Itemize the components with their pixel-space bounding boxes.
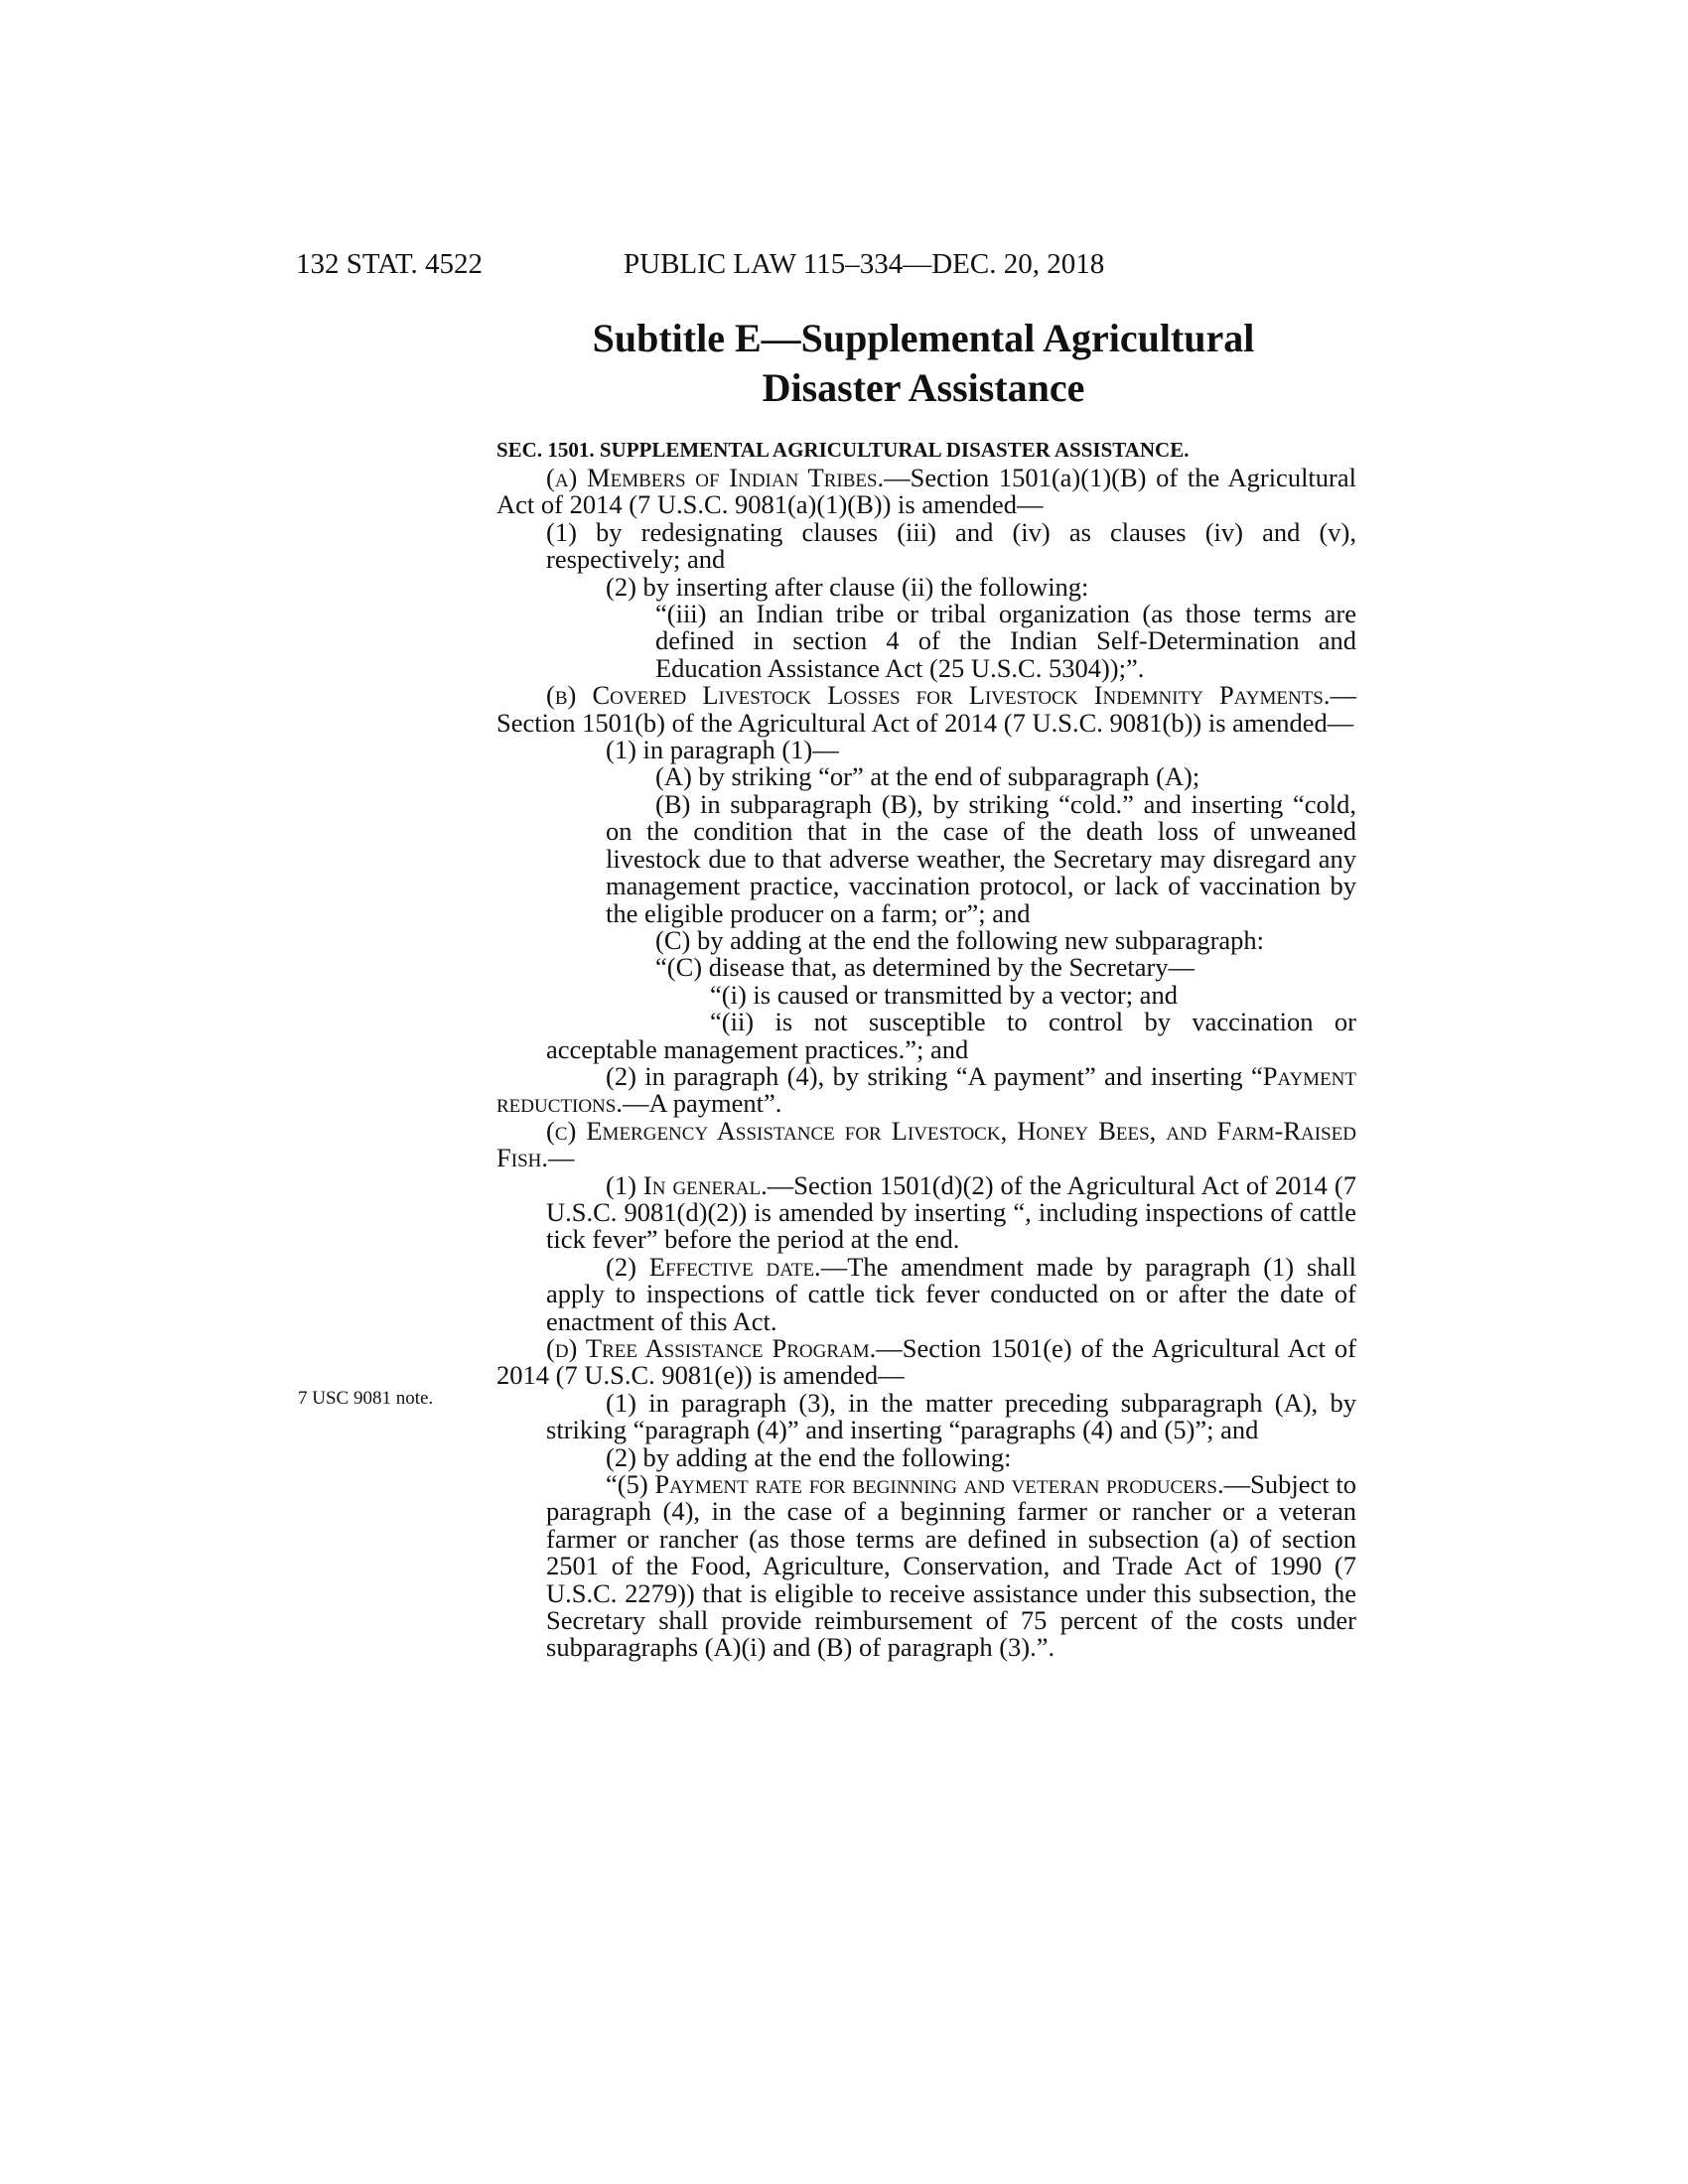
paragraph-c2-text: —The amendment made by paragraph (1) shall apply to inspections of cattle tick fever conducted on or after the date of enactment of this Act. [546, 1251, 1357, 1336]
subsection-d-text: —Section 1501(e) of the Agricultural Act of 2014 (7 U.S.C. 9081(e)) is amended— [496, 1333, 1356, 1391]
subsection-d [496, 1335, 1356, 1390]
paragraph-b2 [496, 1060, 1356, 1119]
subsection-b-heading: (b) Covered Livestock Losses for Livestock Indemnity Payments. [546, 680, 1331, 711]
paragraph-b1: (1) in paragraph (1)— [606, 735, 839, 765]
quoted-clause-ii: “(ii) is not susceptible to control by vaccination or acceptable management practices.”; and [546, 1007, 1356, 1064]
subsection-c-text: — [547, 1143, 575, 1173]
paragraph-c2 [546, 1251, 1357, 1336]
paragraph-d1: (1) in paragraph (3), in the matter preceding subparagraph (A), by striking “paragraph (4)” and inserting “paragraphs (4) and (5)”; and [546, 1387, 1356, 1445]
quoted-subparagraph-C: “(C) disease that, as determined by the Secretary— [655, 952, 1196, 983]
subsection-a-heading: (a) Members of Indian Tribes. [546, 463, 885, 492]
stat-page-number: 132 STAT. 4522 [296, 248, 484, 280]
paragraph-d2: (2) by adding at the end the following: [606, 1441, 1012, 1472]
paragraph-b2-post: —A payment”. [622, 1088, 782, 1119]
quoted-paragraph-5-text: —Subject to paragraph (4), in the case of a beginning farmer or rancher or a veteran farmer or rancher (as those terms are defined in subsection (a) of section 2501 of the Food, Agriculture, Conservation, and Trade Act of 1990 (7 U.S.C. 2279)) that is eligible to receive assistance under this subsection, the Secretary shall provide reimbursement of 75 percent of the costs under subparagraphs (A)(i) and (B) of paragraph (3).”. [546, 1469, 1356, 1663]
quoted-clause-i: “(i) is caused or transmitted by a vector; and [710, 979, 1178, 1010]
subtitle-heading [487, 314, 1360, 413]
paragraph-c1 [546, 1169, 1356, 1255]
margin-note: 7 USC 9081 note. [298, 1388, 434, 1409]
subsection-d-heading: (d) Tree Assistance Program. [546, 1333, 877, 1363]
subsection-a-text: —Section 1501(a)(1)(B) of the Agricultural Act of 2014 (7 U.S.C. 9081(a)(1)(B)) is amended— [496, 463, 1356, 520]
paragraph-a1: (1) by redesignating clauses (iii) and (iv) as clauses (iv) and (v), respectively; and [546, 516, 1356, 575]
subparagraph-b1B: (B) in subparagraph (B), by striking “cold.” and inserting “cold, on the condition that in the case of the death loss of unweaned livestock due to that adverse weather, the Secretary may disregard any management practice, vaccination protocol, or lack of vaccination by the eligible producer on a farm; or”; and [606, 788, 1356, 928]
paragraph-c1-heading: (1) In general. [606, 1169, 768, 1200]
section-heading: SEC. 1501. SUPPLEMENTAL AGRICULTURAL DISASTER ASSISTANCE. [496, 438, 1190, 462]
public-law-citation: PUBLIC LAW 115–334—DEC. 20, 2018 [624, 248, 1105, 280]
paragraph-c1-text: —Section 1501(d)(2) of the Agricultural Act of 2014 (7 U.S.C. 9081(d)(2)) is amended by inserting “, including inspections of cattle tick fever” before the period at the end. [546, 1169, 1356, 1255]
paragraph-a2: (2) by inserting after clause (ii) the following: [606, 571, 1089, 602]
quoted-paragraph-5 [546, 1471, 1356, 1662]
subparagraph-b1C: (C) by adding at the end the following new subparagraph: [655, 924, 1265, 955]
subsection-b [496, 682, 1356, 737]
paragraph-b2-heading: Payment reductions. [496, 1060, 1356, 1119]
paragraph-c2-heading: (2) Effective date. [606, 1251, 821, 1282]
paragraph-b2-pre: (2) in paragraph (4), by striking “A payment” and inserting “ [606, 1060, 1263, 1091]
section-body [496, 465, 1356, 1662]
subsection-c-heading: (c) Emergency Assistance for Livestock, Honey Bees, and Farm-Raised Fish. [496, 1115, 1356, 1173]
running-header [296, 248, 1388, 288]
subsection-b-text: —Section 1501(b) of the Agricultural Act of 2014 (7 U.S.C. 9081(b)) is amended— [496, 680, 1356, 738]
subtitle-line-1: Subtitle E—Supplemental Agricultural [592, 316, 1255, 360]
subsection-a [496, 465, 1356, 519]
quoted-paragraph-5-heading: “(5) Payment rate for beginning and veteran producers. [606, 1469, 1224, 1500]
subtitle-line-2: Disaster Assistance [762, 365, 1085, 410]
subparagraph-b1A: (A) by striking “or” at the end of subparagraph (A); [655, 761, 1200, 792]
quoted-clause-iii: “(iii) an Indian tribe or tribal organization (as those terms are defined in section 4 of the Indian Self-Determination and Education Assistance Act (25 U.S.C. 5304));”. [655, 599, 1356, 683]
subsection-c [496, 1115, 1356, 1173]
